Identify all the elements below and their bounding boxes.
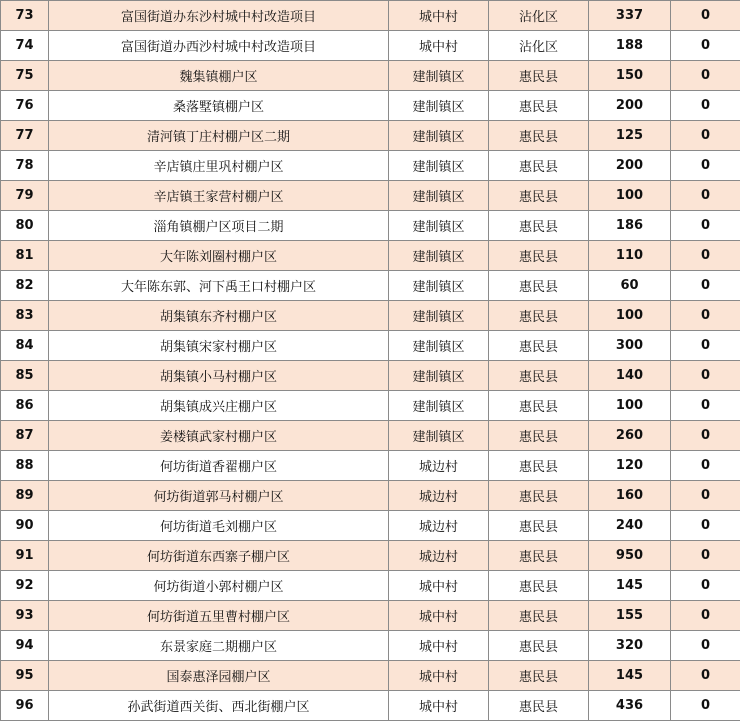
table-row xyxy=(1,571,740,601)
row-number-cell: 83 xyxy=(1,301,49,331)
row-number-cell: 73 xyxy=(1,1,49,31)
household-count-cell: 120 xyxy=(589,451,671,481)
table-row xyxy=(1,631,740,661)
table-row xyxy=(1,31,740,61)
project-name-cell: 大年陈东郭、河下禹王口村棚户区 xyxy=(49,271,389,301)
project-name-cell: 何坊街道小郭村棚户区 xyxy=(49,571,389,601)
row-number-cell: 78 xyxy=(1,151,49,181)
household-count-cell: 150 xyxy=(589,61,671,91)
project-name-cell: 东景家庭二期棚户区 xyxy=(49,631,389,661)
zero-value-cell: 0 xyxy=(671,151,740,181)
table-row xyxy=(1,91,740,121)
household-count-cell: 436 xyxy=(589,691,671,721)
row-number-cell: 81 xyxy=(1,241,49,271)
zero-value-cell: 0 xyxy=(671,331,740,361)
row-number-cell: 80 xyxy=(1,211,49,241)
county-cell: 惠民县 xyxy=(489,421,589,451)
zero-value-cell: 0 xyxy=(671,31,740,61)
household-count-cell: 337 xyxy=(589,1,671,31)
project-name-cell: 桑落墅镇棚户区 xyxy=(49,91,389,121)
area-type-cell: 建制镇区 xyxy=(389,151,489,181)
zero-value-cell: 0 xyxy=(671,511,740,541)
project-name-cell: 何坊街道郭马村棚户区 xyxy=(49,481,389,511)
project-name-cell: 胡集镇小马村棚户区 xyxy=(49,361,389,391)
zero-value-cell: 0 xyxy=(671,571,740,601)
project-name-cell: 胡集镇成兴庄棚户区 xyxy=(49,391,389,421)
household-count-cell: 200 xyxy=(589,91,671,121)
household-count-cell: 100 xyxy=(589,391,671,421)
zero-value-cell: 0 xyxy=(671,631,740,661)
table-row xyxy=(1,661,740,691)
table-row xyxy=(1,391,740,421)
table-row xyxy=(1,451,740,481)
zero-value-cell: 0 xyxy=(671,91,740,121)
row-number-cell: 76 xyxy=(1,91,49,121)
row-number-cell: 74 xyxy=(1,31,49,61)
area-type-cell: 建制镇区 xyxy=(389,181,489,211)
zero-value-cell: 0 xyxy=(671,61,740,91)
row-number-cell: 82 xyxy=(1,271,49,301)
household-count-cell: 155 xyxy=(589,601,671,631)
project-name-cell: 国泰惠泽园棚户区 xyxy=(49,661,389,691)
table-row xyxy=(1,601,740,631)
row-number-cell: 89 xyxy=(1,481,49,511)
project-name-cell: 胡集镇东齐村棚户区 xyxy=(49,301,389,331)
table-row xyxy=(1,241,740,271)
household-count-cell: 200 xyxy=(589,151,671,181)
county-cell: 惠民县 xyxy=(489,271,589,301)
area-type-cell: 城边村 xyxy=(389,481,489,511)
row-number-cell: 75 xyxy=(1,61,49,91)
area-type-cell: 城中村 xyxy=(389,631,489,661)
zero-value-cell: 0 xyxy=(671,691,740,721)
area-type-cell: 建制镇区 xyxy=(389,61,489,91)
zero-value-cell: 0 xyxy=(671,661,740,691)
project-name-cell: 何坊街道毛刘棚户区 xyxy=(49,511,389,541)
county-cell: 惠民县 xyxy=(489,181,589,211)
area-type-cell: 城中村 xyxy=(389,31,489,61)
project-name-cell: 孙武街道西关街、西北街棚户区 xyxy=(49,691,389,721)
row-number-cell: 91 xyxy=(1,541,49,571)
row-number-cell: 84 xyxy=(1,331,49,361)
table-row xyxy=(1,121,740,151)
area-type-cell: 建制镇区 xyxy=(389,91,489,121)
table-row xyxy=(1,1,740,31)
area-type-cell: 建制镇区 xyxy=(389,301,489,331)
project-name-cell: 何坊街道香翟棚户区 xyxy=(49,451,389,481)
row-number-cell: 88 xyxy=(1,451,49,481)
zero-value-cell: 0 xyxy=(671,451,740,481)
project-name-cell: 大年陈刘圈村棚户区 xyxy=(49,241,389,271)
table-row xyxy=(1,331,740,361)
project-name-cell: 魏集镇棚户区 xyxy=(49,61,389,91)
area-type-cell: 建制镇区 xyxy=(389,121,489,151)
county-cell: 惠民县 xyxy=(489,571,589,601)
county-cell: 惠民县 xyxy=(489,631,589,661)
project-name-cell: 富国街道办东沙村城中村改造项目 xyxy=(49,1,389,31)
household-count-cell: 140 xyxy=(589,361,671,391)
county-cell: 惠民县 xyxy=(489,451,589,481)
area-type-cell: 城中村 xyxy=(389,601,489,631)
zero-value-cell: 0 xyxy=(671,421,740,451)
household-count-cell: 300 xyxy=(589,331,671,361)
table-row xyxy=(1,181,740,211)
household-count-cell: 125 xyxy=(589,121,671,151)
area-type-cell: 城中村 xyxy=(389,571,489,601)
county-cell: 惠民县 xyxy=(489,121,589,151)
area-type-cell: 城中村 xyxy=(389,661,489,691)
table-row xyxy=(1,481,740,511)
table-row xyxy=(1,421,740,451)
row-number-cell: 79 xyxy=(1,181,49,211)
household-count-cell: 60 xyxy=(589,271,671,301)
area-type-cell: 城边村 xyxy=(389,511,489,541)
area-type-cell: 建制镇区 xyxy=(389,241,489,271)
project-name-cell: 胡集镇宋家村棚户区 xyxy=(49,331,389,361)
zero-value-cell: 0 xyxy=(671,271,740,301)
project-name-cell: 何坊街道五里曹村棚户区 xyxy=(49,601,389,631)
area-type-cell: 城中村 xyxy=(389,1,489,31)
zero-value-cell: 0 xyxy=(671,301,740,331)
table-row xyxy=(1,691,740,721)
household-count-cell: 950 xyxy=(589,541,671,571)
row-number-cell: 90 xyxy=(1,511,49,541)
household-count-cell: 145 xyxy=(589,571,671,601)
county-cell: 沾化区 xyxy=(489,31,589,61)
project-name-cell: 姜楼镇武家村棚户区 xyxy=(49,421,389,451)
table-row xyxy=(1,361,740,391)
area-type-cell: 建制镇区 xyxy=(389,271,489,301)
county-cell: 惠民县 xyxy=(489,331,589,361)
county-cell: 惠民县 xyxy=(489,151,589,181)
household-count-cell: 320 xyxy=(589,631,671,661)
county-cell: 惠民县 xyxy=(489,511,589,541)
table-row xyxy=(1,301,740,331)
zero-value-cell: 0 xyxy=(671,541,740,571)
row-number-cell: 95 xyxy=(1,661,49,691)
zero-value-cell: 0 xyxy=(671,391,740,421)
household-count-cell: 145 xyxy=(589,661,671,691)
zero-value-cell: 0 xyxy=(671,211,740,241)
project-name-cell: 淄角镇棚户区项目二期 xyxy=(49,211,389,241)
county-cell: 惠民县 xyxy=(489,661,589,691)
row-number-cell: 94 xyxy=(1,631,49,661)
row-number-cell: 92 xyxy=(1,571,49,601)
area-type-cell: 建制镇区 xyxy=(389,331,489,361)
row-number-cell: 77 xyxy=(1,121,49,151)
table-row xyxy=(1,61,740,91)
row-number-cell: 96 xyxy=(1,691,49,721)
household-count-cell: 188 xyxy=(589,31,671,61)
table-body xyxy=(1,1,740,721)
county-cell: 惠民县 xyxy=(489,61,589,91)
row-number-cell: 93 xyxy=(1,601,49,631)
area-type-cell: 建制镇区 xyxy=(389,211,489,241)
county-cell: 惠民县 xyxy=(489,241,589,271)
zero-value-cell: 0 xyxy=(671,121,740,151)
county-cell: 惠民县 xyxy=(489,601,589,631)
county-cell: 惠民县 xyxy=(489,301,589,331)
county-cell: 沾化区 xyxy=(489,1,589,31)
project-name-cell: 辛店镇庄里巩村棚户区 xyxy=(49,151,389,181)
table-row xyxy=(1,541,740,571)
project-name-cell: 富国街道办西沙村城中村改造项目 xyxy=(49,31,389,61)
project-name-cell: 何坊街道东西寨子棚户区 xyxy=(49,541,389,571)
household-count-cell: 100 xyxy=(589,301,671,331)
county-cell: 惠民县 xyxy=(489,91,589,121)
zero-value-cell: 0 xyxy=(671,1,740,31)
row-number-cell: 85 xyxy=(1,361,49,391)
area-type-cell: 城边村 xyxy=(389,451,489,481)
county-cell: 惠民县 xyxy=(489,361,589,391)
zero-value-cell: 0 xyxy=(671,241,740,271)
county-cell: 惠民县 xyxy=(489,391,589,421)
household-count-cell: 186 xyxy=(589,211,671,241)
county-cell: 惠民县 xyxy=(489,481,589,511)
household-count-cell: 110 xyxy=(589,241,671,271)
area-type-cell: 建制镇区 xyxy=(389,421,489,451)
project-name-cell: 清河镇丁庄村棚户区二期 xyxy=(49,121,389,151)
row-number-cell: 87 xyxy=(1,421,49,451)
area-type-cell: 建制镇区 xyxy=(389,391,489,421)
county-cell: 惠民县 xyxy=(489,211,589,241)
zero-value-cell: 0 xyxy=(671,361,740,391)
table-row xyxy=(1,211,740,241)
county-cell: 惠民县 xyxy=(489,541,589,571)
area-type-cell: 建制镇区 xyxy=(389,361,489,391)
zero-value-cell: 0 xyxy=(671,181,740,211)
zero-value-cell: 0 xyxy=(671,481,740,511)
household-count-cell: 240 xyxy=(589,511,671,541)
area-type-cell: 城边村 xyxy=(389,541,489,571)
project-name-cell: 辛店镇王家营村棚户区 xyxy=(49,181,389,211)
county-cell: 惠民县 xyxy=(489,691,589,721)
table-row xyxy=(1,151,740,181)
area-type-cell: 城中村 xyxy=(389,691,489,721)
table-row xyxy=(1,271,740,301)
household-count-cell: 160 xyxy=(589,481,671,511)
table-row xyxy=(1,511,740,541)
household-count-cell: 100 xyxy=(589,181,671,211)
zero-value-cell: 0 xyxy=(671,601,740,631)
household-count-cell: 260 xyxy=(589,421,671,451)
row-number-cell: 86 xyxy=(1,391,49,421)
